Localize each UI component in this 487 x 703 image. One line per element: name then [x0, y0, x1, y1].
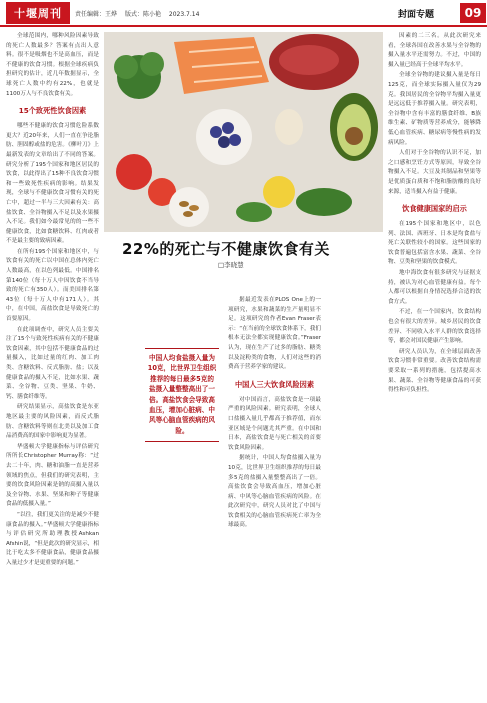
paragraph: 在所有195个国家和地区中，与饮食有关的死亡以中国在总体内死亡人数最高，在以色列最低。中国排名第140位（每十万人中因饮食不当导致的死亡有350人）。而美国排名第43位（每十万人中有171人）。其中，在中国，高盐饮食是导致死亡的首要原因。 — [6, 248, 99, 323]
paragraph: 研究人员认为，在全球层面改善饮食习惯非常重要。改善饮食结构需要采取一系列的措施，包括提高水果、蔬菜、全谷物等健康食品的可获得性和可负担性。 — [388, 348, 481, 394]
designer-credit: 版式：陈小艳 — [124, 11, 161, 18]
subheading: 中国人三大饮食风险因素 — [234, 379, 315, 389]
header-meta — [75, 9, 205, 18]
paragraph: 据统计，中国人均食盐摄入量为10克，比世界卫生组织推荐的每日最多5克的盐摄入量整整高出了一倍。高盐饮食会导致高血压，增加心脏病、中风等心脑血管疾病的风险。在此次研究中，研究人员对比了中国与饮食相关的心脑血管疾病死亡率为全球最高。 — [228, 455, 321, 529]
article-column-2 — [228, 296, 321, 696]
newspaper-logo — [6, 2, 70, 24]
paragraph: 地中海饮食有很多研究与证据支持，被认为对心血管健康有益。每个人都可以根据自身情况选择合适的饮食方式。 — [388, 270, 481, 305]
article-title-block — [104, 232, 383, 288]
page-number: 09 — [460, 3, 486, 23]
subheading: 饮食健康国家的启示 — [402, 204, 467, 214]
article-column-1 — [6, 32, 99, 697]
paragraph: 全球范围内，哪种风险因素导致的死亡人数最多？答案有点出人意料。很不是吸烟也不是高血压，而是不健康的饮食习惯。根据全球疾病负担研究的估计，近几年数据显示，全球死亡人数中约有22%，也就是1100万人与不良饮食有关。 — [6, 33, 99, 97]
article-column-3 — [388, 32, 481, 697]
editor-credit: 责任编辑：王烨 — [75, 11, 118, 18]
paragraph: “以往，我们更关注的是减少不健康食品的摄入。”华盛顿大学健康指标与评估研究所助理教授Ashkan Afshin说，“但是此次的研究显示，相比于吃太多不健康食品，健康食品摄入量过少才是更重要的问题。” — [6, 511, 99, 566]
food-photo — [104, 32, 383, 232]
paragraph: 不过，在一个国家内，饮食结构也会有很大的差异。城乡居民的饮食差异、不同收入水平人群的饮食选择等，都会对国民健康产生影响。 — [388, 309, 481, 345]
article-title: 22%的死亡与不健康饮食有关 — [122, 240, 330, 258]
paragraph: 华盛顿大学健康指标与评估研究所所长Christopher Murray称：“过去二十年，肉、糖和油脂一直是营养领域的焦点，但我们的研究表明，主要的饮食风险因素是钠的高摄入量以及全谷物、水果、坚果和种子等健康食品的低摄入量。” — [6, 443, 99, 508]
paragraph: 哪些不健康的饮食习惯危险系数更大？近20年来，人们一直在争论脂肪、胆固醇或盐的危害。《柳叶刀》上最新发表的文章给出了不同的答案。研究分析了195个国家和地区居民的饮食，以此得出了15种不良饮食习惯和一些致死性疾病的影响。结果发现，全球与不健康饮食习惯有关的死亡中，超过一半与三大因素有关：高盐饮食、全谷物摄入不足以及水果摄入不足。我们如今最常见的的一些不健康饮食，比如食糖饮料、红肉或者不是最主要的致病因素。 — [6, 123, 99, 245]
article-byline: □李晓慧 — [218, 261, 244, 269]
paragraph: 研究结果显示，高盐饮食是东亚地区最主要的风险因素，而反式脂肪、含糖饮料等则在北美以及加工食品消费高的国家中影响更为显著。 — [6, 404, 99, 440]
section-title: 封面专题 — [398, 10, 435, 20]
paragraph: 在195个国家和地区中，以色列、法国、西班牙、日本是均食盐与死亡关联性较小的国家。这些国家的饮食普遍包括富含水果、蔬菜、全谷物、豆类和坚果的饮食模式。 — [388, 221, 481, 266]
issue-date: 2023.7.14 — [168, 11, 200, 18]
subheading: 15个致死性饮食因素 — [18, 106, 87, 116]
paragraph: 因素的二三名。从此次研究来看，全球各国在改善水果与全谷物的摄入量水平还需努力。不过，中国的摄入量已经高于全球平均水平。 — [388, 33, 481, 68]
paragraph: 据最近发表在PLOS One上的一项研究，水果和蔬菜的生产量明显不足。这项研究的作者Evan Fraser表示：“在当前的全球饮食体系下，我们根本无法全都实现健康饮食。”Fraser认为，现在生产了过多的脂肪、糖类以及淀粉类的食物，人们对这些的消费高于营养学家的建议。 — [228, 297, 321, 371]
paragraph: 全球全谷物的建议摄入量是每日125克，而全球实际摄入量仅为29克。我国居民的全谷物平均摄入量更是远远低于推荐摄入量。研究表明，全谷物中含有丰富的膳食纤维、B族维生素、矿物质等营养成分，能够降低心血管疾病、糖尿病等慢性病的发病风险。 — [388, 72, 481, 146]
paragraph: 在此项调查中，研究人员主要关注了15个与致死性疾病有关的不健康饮食因素，其中包括不健康食品的过量摄入，比如过量的红肉、加工肉类、含糖饮料、反式脂肪、盐；以及健康食品的摄入不足，比如水果、蔬菜、全谷物、豆类、坚果、牛奶、钙、膳食纤维等。 — [6, 326, 99, 400]
pull-quote: 中国人均食盐摄入量为10克，比世界卫生组织推荐的每日最多5克的盐摄入量整整高出了一倍。高盐饮食会导致高血压，增加心脏病、中风等心脑血管疾病的风险。 — [145, 348, 219, 442]
paragraph: 人们对于全谷物的认识不足，加之口感和烹饪方式等原因，导致全谷物摄入不足。大豆及其制品和坚果等是优质蛋白质和不饱和脂肪酸的良好来源，适当摄入有益于健康。 — [388, 150, 481, 195]
page-header — [0, 0, 487, 27]
logo-text: 十堰周刊 — [14, 7, 62, 20]
paragraph: 对中国而言，高盐饮食是一项最严重的风险因素。研究表明，全球人口盐摄入量几乎都高于推荐值，而东亚区域是个问题尤其严重。在中国和日本，高盐饮食是与死亡相关的首要饮食风险因素。 — [228, 396, 321, 451]
healthy-food-illustration — [104, 32, 383, 232]
